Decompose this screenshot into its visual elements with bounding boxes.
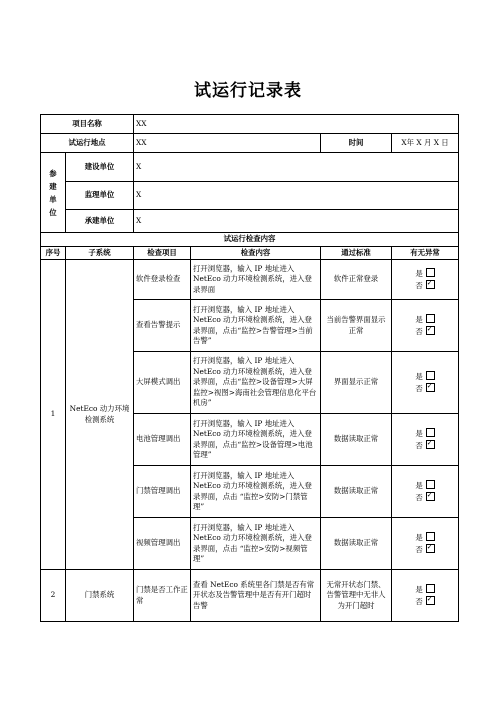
participant-value: X — [134, 153, 459, 182]
pass-standard: 软件正常登录 — [321, 260, 392, 300]
column-header: 检查内容 — [191, 247, 321, 260]
check-content: 打开浏览器，输入 IP 地址进入 NetEco 动力环境检测系统，进入登录界面 — [191, 260, 321, 300]
check-item: 电池管理调出 — [134, 414, 191, 466]
pass-standard: 数据读取正常 — [321, 414, 392, 466]
participants-group-label — [41, 153, 66, 233]
anomaly-check — [392, 466, 459, 518]
check-item: 门禁是否工作正常 — [134, 570, 191, 622]
yes-label: 是 — [415, 584, 423, 594]
yes-checkbox[interactable] — [426, 584, 435, 593]
check-item: 门禁管理调出 — [134, 466, 191, 518]
site-label: 试运行地点 — [41, 134, 134, 153]
participant-label: 监理单位 — [66, 182, 134, 210]
participant-value: X — [134, 210, 459, 233]
trial-run-record-table — [40, 114, 459, 622]
participant-value: X — [134, 182, 459, 210]
yes-checkbox[interactable] — [426, 371, 435, 380]
yes-label: 是 — [415, 314, 423, 324]
yes-label: 是 — [415, 268, 423, 278]
participant-row — [41, 153, 459, 182]
check-content: 打开浏览器，输入 IP 地址进入 NetEco 动力环境检测系统，进入登录界面，点击“监控>告警管理>当前告警” — [191, 300, 321, 352]
no-checkbox[interactable] — [426, 280, 435, 289]
no-checkbox[interactable] — [426, 326, 435, 335]
yes-checkbox[interactable] — [426, 532, 435, 541]
column-header: 序号 — [41, 247, 66, 260]
pass-standard: 界面显示正常 — [321, 352, 392, 414]
check-content: 打开浏览器，输入 IP 地址进入 NetEco 动力环境检测系统，进入登录界面，点击 “监控>安防>视频管理” — [191, 518, 321, 570]
no-checkbox[interactable] — [426, 440, 435, 449]
table-row — [41, 570, 459, 622]
participants-group-text: 参建单位 — [49, 168, 57, 217]
no-label: 否 — [415, 492, 423, 502]
yes-label: 是 — [415, 480, 423, 490]
anomaly-check — [392, 570, 459, 622]
no-label: 否 — [415, 596, 423, 606]
subsystem-name: NetEco 动力环境检测系统 — [66, 260, 134, 570]
subsystem-name: 门禁系统 — [66, 570, 134, 622]
pass-standard: 无常开状态门禁、告警管理中无非人为开门超时 — [321, 570, 392, 622]
project-name-label: 项目名称 — [41, 115, 134, 134]
table-row — [41, 260, 459, 300]
row-number: 2 — [41, 570, 66, 622]
column-header: 检查项目 — [134, 247, 191, 260]
yes-checkbox[interactable] — [426, 268, 435, 277]
pass-standard: 当前告警界面显示正常 — [321, 300, 392, 352]
participant-label: 建设单位 — [66, 153, 134, 182]
no-checkbox[interactable] — [426, 383, 435, 392]
yes-checkbox[interactable] — [426, 480, 435, 489]
section-title-row — [41, 233, 459, 247]
anomaly-check — [392, 260, 459, 300]
column-header: 子系统 — [66, 247, 134, 260]
project-name-value: XX — [134, 115, 459, 134]
no-checkbox[interactable] — [426, 544, 435, 553]
pass-standard: 数据读取正常 — [321, 466, 392, 518]
time-label: 时间 — [321, 134, 392, 153]
row-number: 1 — [41, 260, 66, 570]
check-content: 查看 NetEco 系统里各门禁是否有常开状态及告警管理中是否有开门超时告警 — [191, 570, 321, 622]
check-section-title: 试运行检查内容 — [41, 233, 459, 247]
pass-standard: 数据读取正常 — [321, 518, 392, 570]
yes-label: 是 — [415, 371, 423, 381]
anomaly-check — [392, 300, 459, 352]
participant-label: 承建单位 — [66, 210, 134, 233]
participant-row — [41, 210, 459, 233]
no-checkbox[interactable] — [426, 492, 435, 501]
no-label: 否 — [415, 280, 423, 290]
check-content: 打开浏览器，输入 IP 地址进入 NetEco 动力环境检测系统，进入登录界面，点击“监控>设备管理>电池管理” — [191, 414, 321, 466]
check-item: 查看告警提示 — [134, 300, 191, 352]
yes-label: 是 — [415, 532, 423, 542]
check-item: 视频管理调出 — [134, 518, 191, 570]
yes-label: 是 — [415, 428, 423, 438]
check-content: 打开浏览器，输入 IP 地址进入 NetEco 动力环境检测系统，进入登录界面，点击 “监控>安防>门禁管理” — [191, 466, 321, 518]
project-row — [41, 115, 459, 134]
yes-checkbox[interactable] — [426, 428, 435, 437]
no-label: 否 — [415, 326, 423, 336]
no-label: 否 — [415, 440, 423, 450]
site-time-row — [41, 134, 459, 153]
no-label: 否 — [415, 544, 423, 554]
column-header: 有无异常 — [392, 247, 459, 260]
time-value: X年 X 月 X 日 — [392, 134, 459, 153]
yes-checkbox[interactable] — [426, 314, 435, 323]
page-title: 试运行记录表 — [194, 81, 302, 101]
anomaly-check — [392, 414, 459, 466]
check-item: 软件登录检查 — [134, 260, 191, 300]
column-header-row — [41, 247, 459, 260]
check-content: 打开浏览器，输入 IP 地址进入 NetEco 动力环境检测系统，进入登录界面，点击“监控>设备管理>大屏监控>视图>海南社会管理信息化平台机房” — [191, 352, 321, 414]
no-label: 否 — [415, 383, 423, 393]
site-value: XX — [134, 134, 321, 153]
check-item: 大屏模式调出 — [134, 352, 191, 414]
no-checkbox[interactable] — [426, 596, 435, 605]
participant-row — [41, 182, 459, 210]
anomaly-check — [392, 518, 459, 570]
anomaly-check — [392, 352, 459, 414]
column-header: 通过标准 — [321, 247, 392, 260]
